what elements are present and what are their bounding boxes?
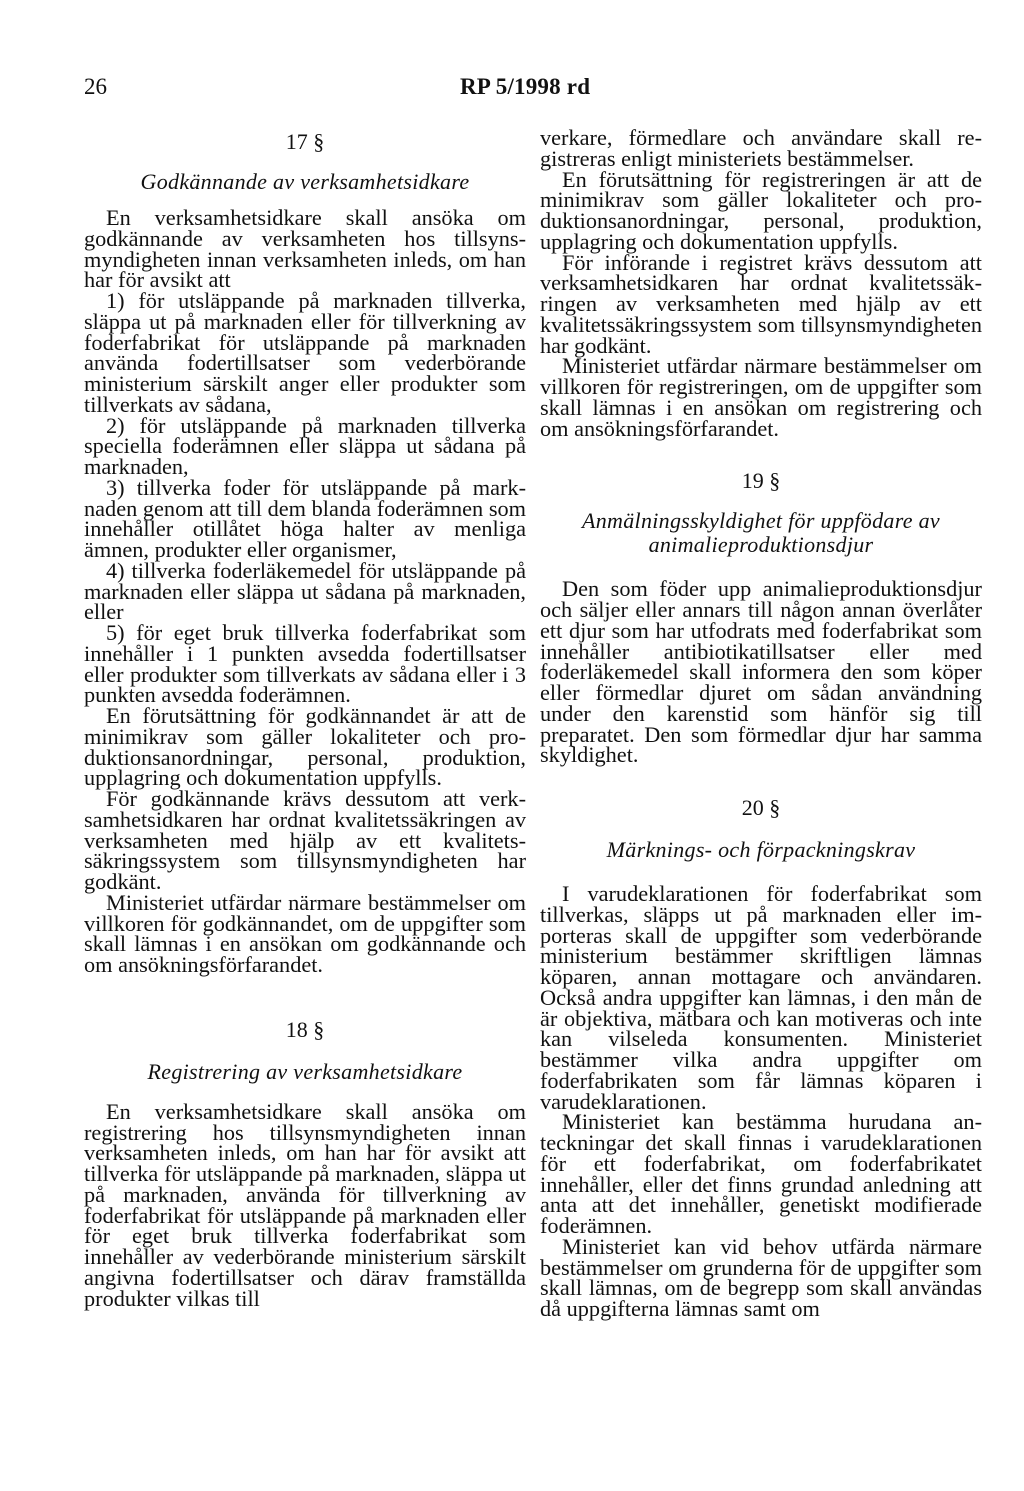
section-18-continued	[540, 125, 982, 441]
paragraph: Ministeriet kan bestämma hurudana anteckningar det skall finnas i varudeklarationen för ett foderfabrikat, om foderfabrikatet innehåller, eller det finns grundad anledning att anta att det innehåller, genetiskt modifierade foderämnen.	[540, 1109, 982, 1238]
section-18	[84, 1016, 526, 1310]
paragraph: En verksamhetsidkare skall ansöka om godkännande av verksamheten hos tillsynsmyndigheten innan verksamheten inleds, om han har för avsikt att	[84, 205, 526, 293]
right-column	[540, 125, 982, 1321]
section-number: 19 §	[741, 468, 781, 494]
section-title: Märknings- och förpackningskrav	[606, 837, 916, 862]
paragraph: verkare, förmedlare och användare skall registreras enligt ministeriets bestämmelser.	[540, 125, 982, 171]
spacer	[84, 976, 526, 1016]
paragraph: Ministeriet kan vid behov utfärda närmare bestämmelser om grunderna för de uppgifter som skall lämnas, om de begrepp som skall användas då uppgifterna lämnas samt om	[540, 1233, 982, 1321]
running-head: RP 5/1998 rd	[460, 74, 591, 99]
spacer	[540, 439, 982, 467]
section-title: Registrering av verksamhetsidkare	[147, 1058, 463, 1084]
list-item: 3) tillverka foder för utsläppande på marknaden genom att till dem blanda foderämnen som innehåller otillåtet höga halter av menliga ämnen, produkter eller organismer,	[84, 474, 526, 562]
left-column	[84, 128, 526, 1309]
section-19	[540, 467, 982, 766]
paragraph: En förutsättning för godkännandet är att de minimikrav som gäller lokaliteter och produktionsanordningar, personal, produktion, upplagring och dokumentation uppfylls.	[84, 703, 526, 791]
paragraph: Ministeriet utfärdar närmare bestämmelser om villkoren för registreringen, om de uppgifter som skall lämnas i en ansökan om registrering och om ansökningsförfarandet.	[540, 353, 982, 441]
page-header	[84, 74, 982, 106]
section-number: 17 §	[285, 129, 325, 154]
paragraph: Ministeriet utfärdar närmare bestämmelser om villkoren för godkännandet, om de uppgifter som skall lämnas i en ansökan om godkännande och om ansökningsförfarandet.	[84, 889, 526, 977]
section-number: 18 §	[285, 1016, 325, 1042]
section-number: 20 §	[741, 795, 781, 820]
list-item: 1) för utsläppande på marknaden tillverka, släppa ut på marknaden eller för tillverkning av foderfabrikat för utsläppande på marknaden använda fodertillsatser som vederbörande ministerium särskilt anger eller produkter som tillverkats av sådana,	[84, 288, 526, 417]
list-item: 2) för utsläppande på marknaden tillverka speciella foderämnen eller släppa ut sådana på marknaden,	[84, 412, 526, 479]
section-title: Anmälningsskyldighet för uppfödare av animalieproduktionsdjur	[582, 508, 940, 558]
paragraph: I varudeklarationen för foderfabrikat som tillverkas, släpps ut på marknaden eller importeras skall de uppgifter som vederbörande ministerium bestämmer skriftligen lämnas köparen, annan mottagare och användaren. Också andra uppgifter kan lämnas, i den mån de är objektiva, mätbara och kan motiveras och inte kan vilseleda konsumenten. Ministeriet bestämmer vilka andra uppgifter om foderfabrikaten som får lämnas köparen i varudeklarationen.	[540, 881, 982, 1114]
section-20	[540, 794, 982, 1320]
paragraph: För införande i registret krävs dessutom att verksamhetsidkaren har ordnat kvalitetssäkringen av verksamheten med hjälp av ett kvalitetssäkringssystem som tillsynsmyndigheten har godkänt.	[540, 249, 982, 358]
spacer	[540, 766, 982, 794]
page-number: 26	[84, 74, 107, 99]
section-title: Godkännande av verksamhetsidkare	[140, 169, 470, 194]
paragraph: En verksamhetsidkare skall ansöka om registrering hos tillsynsmyndigheten innan verksamheten inleds, om han har för avsikt att tillverka för utsläppande på marknaden, släppa ut på marknaden, använda för tillverkning av foderfabrikat för utsläppande på marknaden eller för eget bruk tillverka foderfabrikat som innehåller av vederbörande ministerium särskilt angivna fodertillsatser och därav framställda produkter vilkas till	[84, 1098, 526, 1311]
section-17	[84, 128, 526, 976]
paragraph: För godkännande krävs dessutom att verksamhetsidkaren har ordnat kvalitetssäkringen av verksamheten med hjälp av ett kvalitetssäkringssystem som tillsynsmyndigheten har godkänt.	[84, 786, 526, 894]
list-item: 5) för eget bruk tillverka foderfabrikat som innehåller i 1 punkten avsedda fodertillsatser eller produkter som tillverkats av sådana eller i 3 punkten avsedda foderämnen.	[84, 620, 526, 708]
paragraph: En förutsättning för registreringen är att de minimikrav som gäller lokaliteter och produktionsanordningar, personal, produktion, upplagring och dokumentation uppfylls.	[540, 166, 982, 254]
paragraph: Den som föder upp animalieproduktionsdjur och säljer eller annars till någon annan överlåter ett djur som har utfodrats med foderfabrikat som innehåller antibiotikatillsatser eller med foderläkemedel skall informera den som köper eller förmedlar djuret om sådan användning under den karenstid som hänför sig till preparatet. Den som förmedlar djur har samma skyldighet.	[540, 576, 982, 768]
list-item: 4) tillverka foderläkemedel för utsläppande på marknaden eller släppa ut sådana på marknaden, eller	[84, 557, 526, 625]
